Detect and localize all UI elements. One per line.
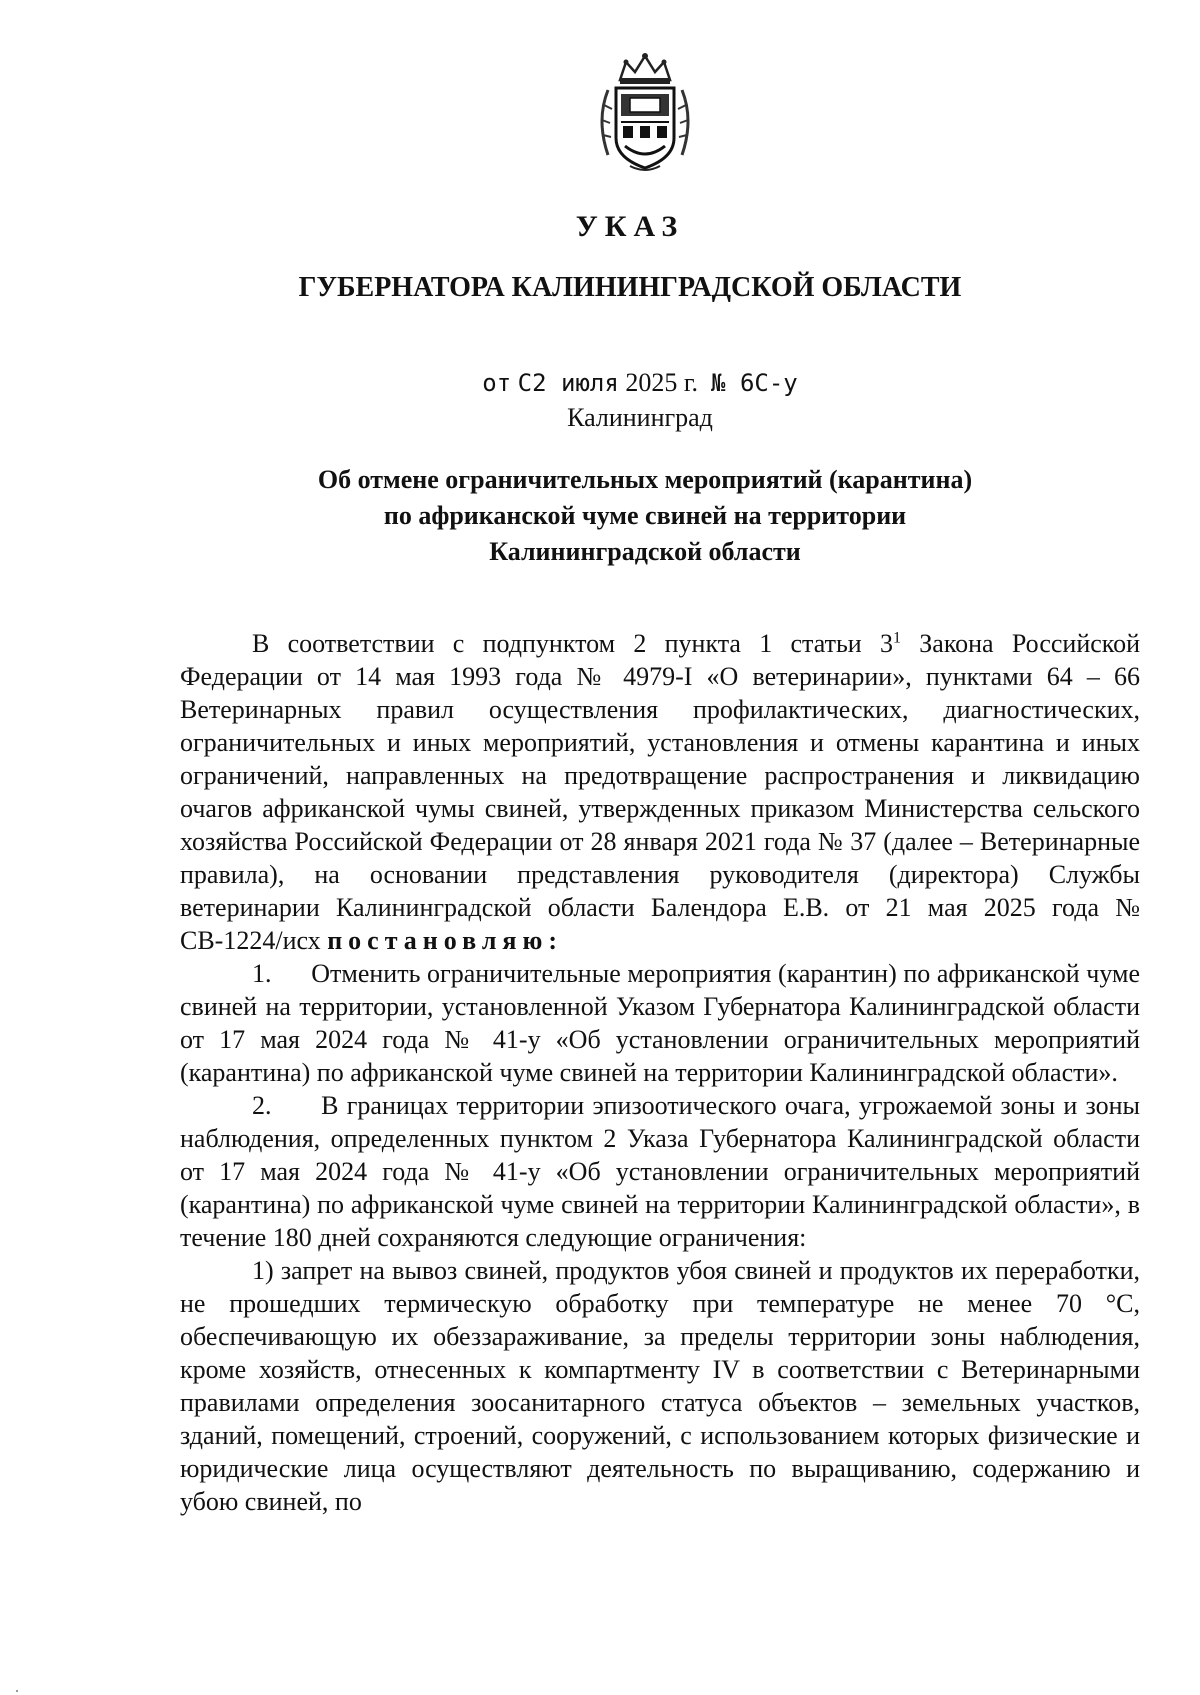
item-2-text: В границах территории эпизоотического очага, угрожаемой зоны и зоны наблюдения, определенных пунктом 2 Указа Губернатора Калининградской области от 17 мая 2024 года № 41-у «Об установлении ограничительных мероприятий (карантина) по африканской чуме свиней на территории Калининградской области», в течение 180 дней сохраняются следующие ограничения: <box>180 1091 1141 1252</box>
coat-of-arms-emblem <box>590 50 700 175</box>
date-value: С2 июля <box>517 369 619 397</box>
subitem-1-text: 1) запрет на вывоз свиней, продуктов убоя свиней и продуктов их переработки, не прошедших термическую обработку при температуре не менее 70 °С, обеспечивающую их обеззараживание, за пределы территории зоны наблюдения, кроме хозяйств, отнесенных к компартменту IV в соответствии с Ветеринарными правилами определения зоосанитарного статуса объектов – земельных участков, зданий, помещений, строений, сооружений, с использованием которых физические и юридические лица осуществляют деятельность по выращиванию, содержанию и убою свиней, по <box>180 1256 1140 1516</box>
document-title <box>120 462 1170 570</box>
issuer-heading: ГУБЕРНАТОРА КАЛИНИНГРАДСКОЙ ОБЛАСТИ <box>298 272 962 303</box>
item-1-paragraph <box>180 957 1140 1089</box>
document-type-heading: УКАЗ <box>575 210 685 243</box>
preamble-paragraph <box>180 627 1140 957</box>
item-2-paragraph <box>180 1089 1140 1254</box>
item-1-number: 1. <box>252 959 272 988</box>
date-year: 2025 г. <box>625 368 699 397</box>
preamble-superscript: 1 <box>893 629 901 647</box>
title-line-3: Калининградской области <box>489 537 801 566</box>
title-line-1: Об отмене ограничительных мероприятий (карантина) <box>317 465 973 494</box>
document-body <box>180 627 1140 1518</box>
title-line-2: по африканской чуме свиней на территории <box>383 501 907 530</box>
subitem-1-paragraph <box>180 1254 1140 1518</box>
decree-word: постановляю: <box>327 926 564 955</box>
city-line: Калининград <box>567 403 713 432</box>
document-number: № 6С-у <box>711 369 798 397</box>
preamble-text-2: Закона Российской Федерации от 14 мая 1993 года № 4979-I «О ветеринарии», пунктами 64 – 66 Ветеринарных правил осуществления профилактических, диагностических, ограничительных и иных мероприятий, установления и отмены карантина и иных ограничений, направленных на предотвращение распространения и ликвидацию очагов африканской чумы свиней, утвержденных приказом Министерства сельского хозяйства Российской Федерации от 28 января 2021 года № 37 (далее – Ветеринарные правила), на основании представления руководителя (директора) Службы ветеринарии Калининградской области Балендора Е.В. от 21 мая 2025 года № СВ-1224/исх <box>180 629 1141 955</box>
item-2-number: 2. <box>252 1091 272 1120</box>
scan-artifact <box>16 1690 18 1692</box>
preamble-text-1: В соответствии с подпунктом 2 пункта 1 статьи 3 <box>252 629 893 658</box>
item-1-text: Отменить ограничительные мероприятия (карантин) по африканской чуме свиней на территории, установленной Указом Губернатора Калининградской области от 17 мая 2024 года № 41-у «Об установлении ограничительных мероприятий (карантина) по африканской чуме свиней на территории Калининградской области». <box>180 959 1141 1087</box>
date-prefix: от <box>482 369 512 397</box>
date-line <box>0 368 1200 398</box>
